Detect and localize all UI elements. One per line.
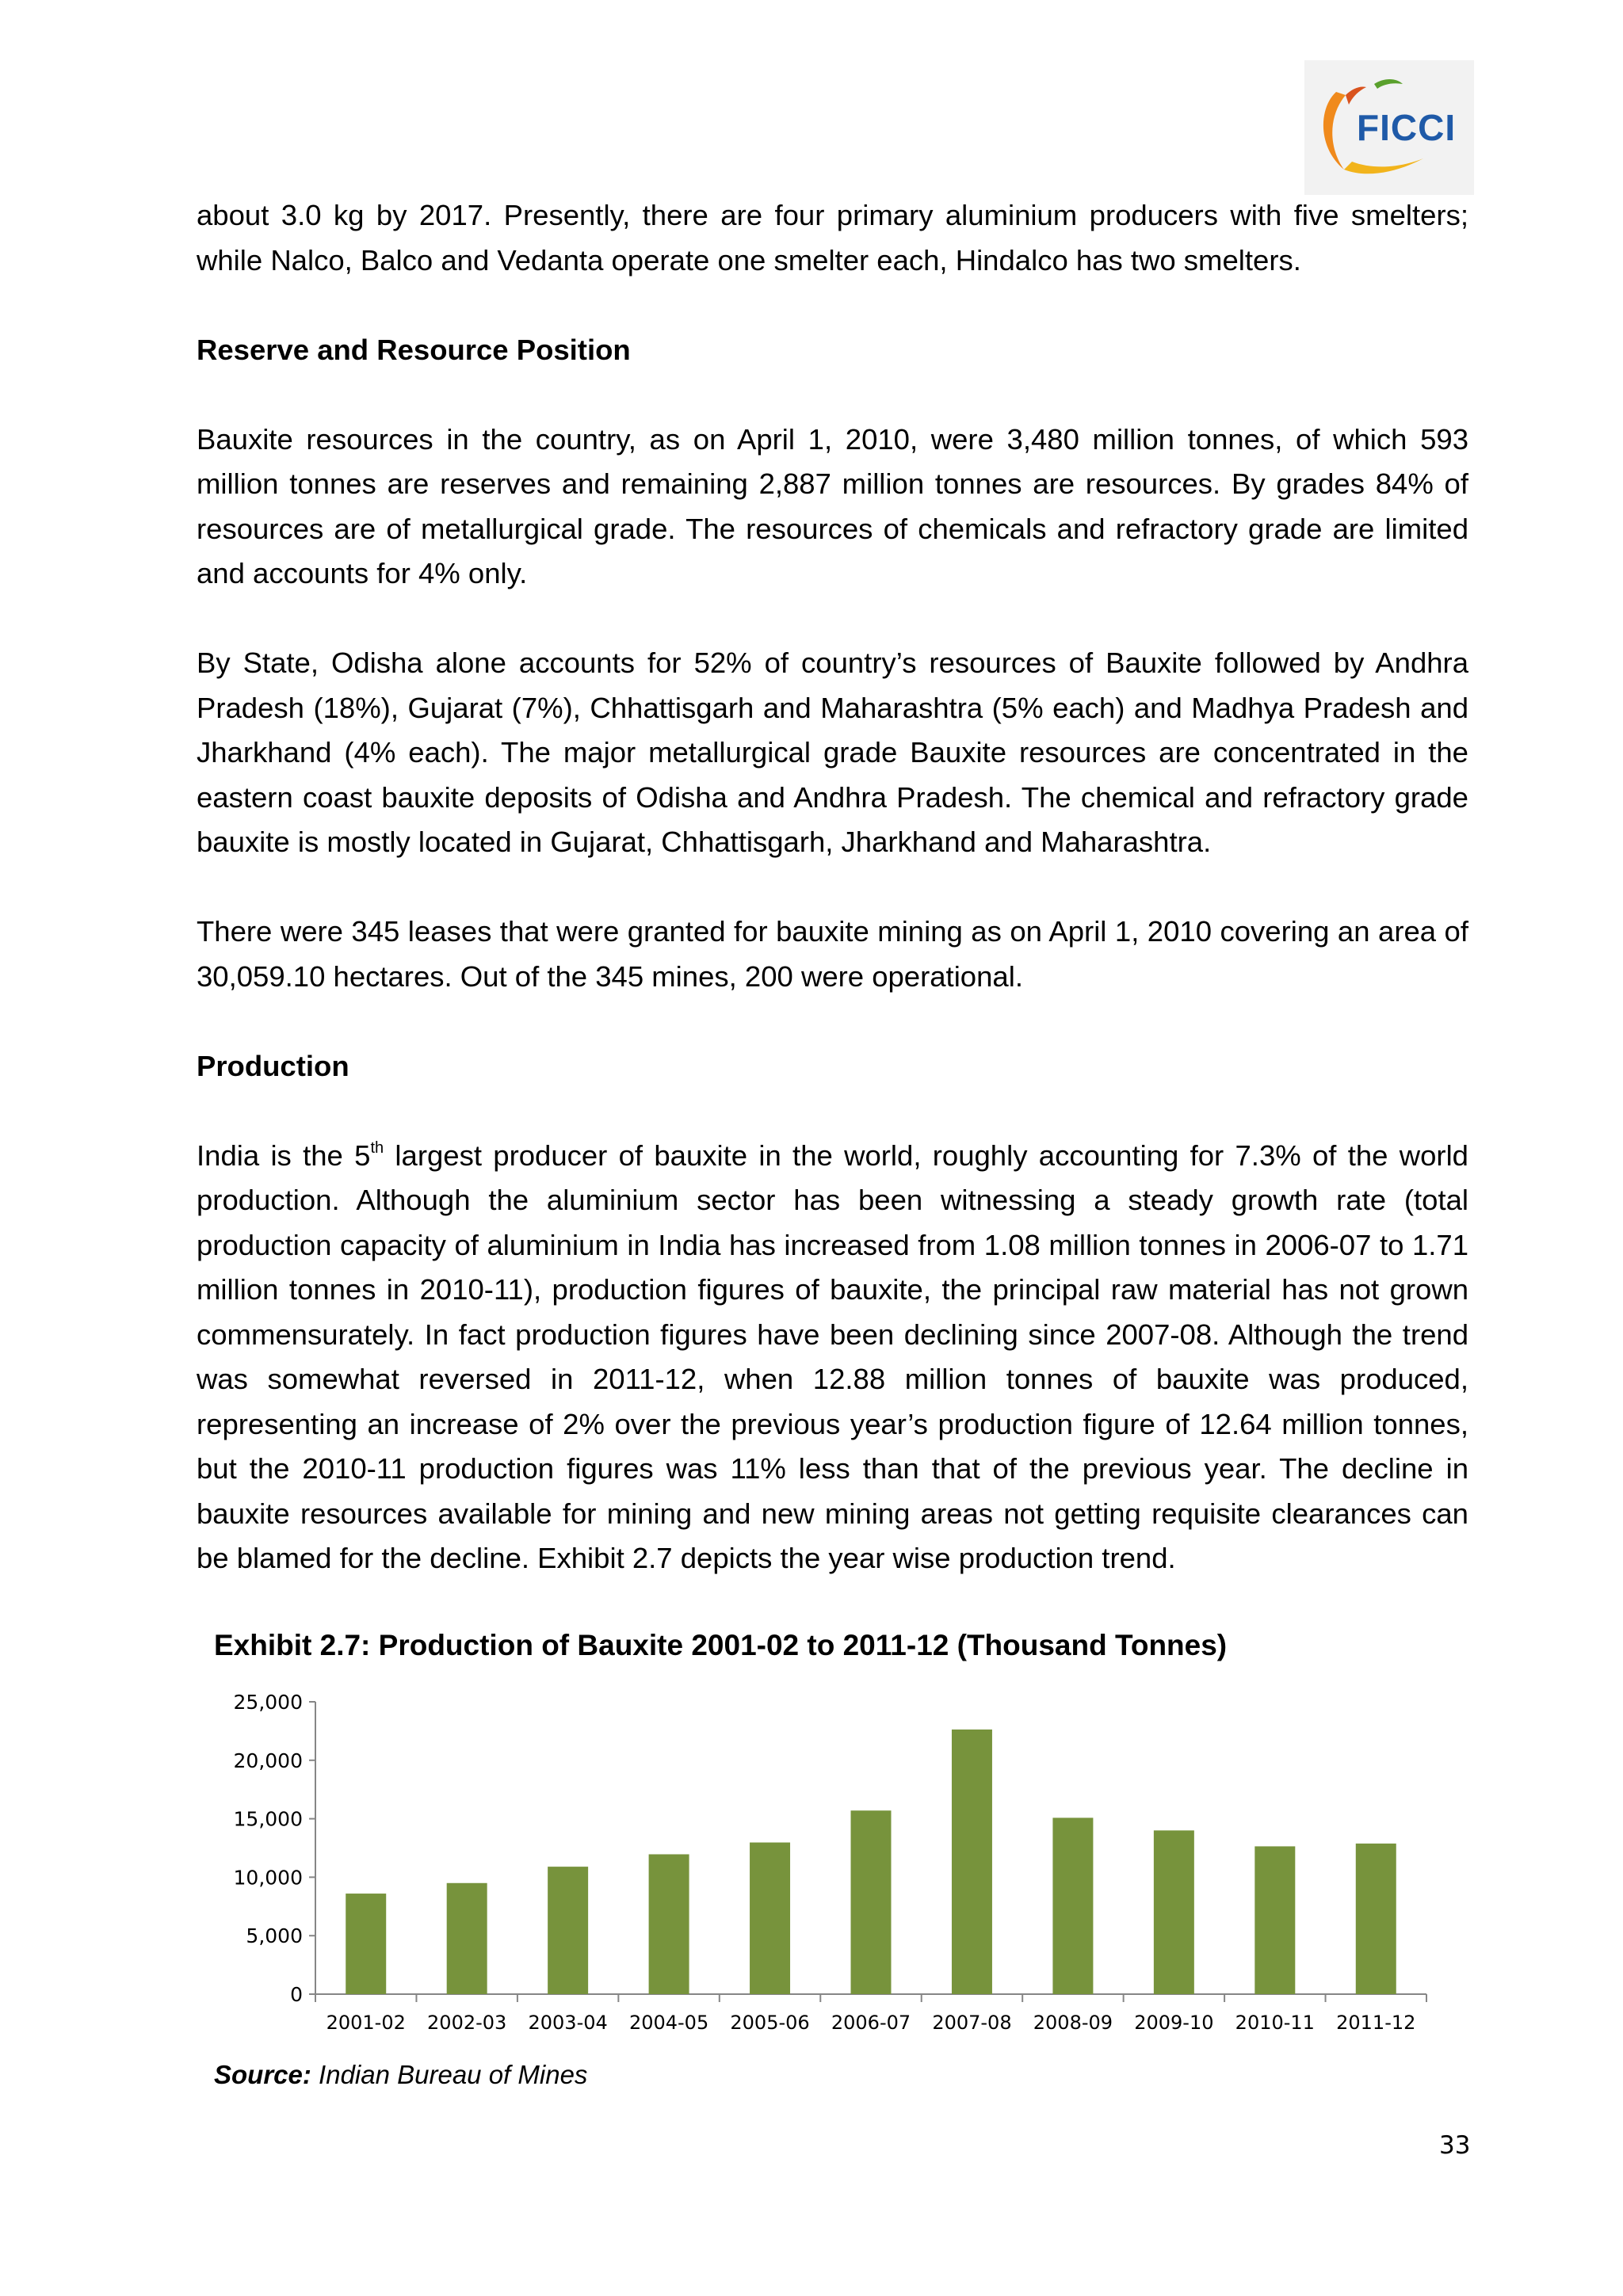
y-tick-label: 15,000 [233,1807,303,1831]
bar-2010-11 [1254,1846,1295,1994]
page-body [197,193,1468,1581]
bar-2002-03 [447,1883,487,1994]
heading-reserve: Reserve and Resource Position [197,333,631,366]
bar-2007-08 [952,1730,992,1994]
x-tick-label: 2001-02 [326,2012,406,2030]
x-tick-label: 2011-12 [1336,2012,1416,2030]
x-tick-label: 2008-09 [1033,2012,1113,2030]
paragraph-production [197,1134,1468,1581]
x-tick-label: 2005-06 [730,2012,810,2030]
paragraph-state-share: By State, Odisha alone accounts for 52% of country’s resources of Bauxite followed by Andhra Pradesh (18%), Gujarat (7%), Chhattisgarh and Maharashtra (5% each) and Madhya Pradesh and Jharkhand (4% each). The major metallurgical grade Bauxite resources are concentrated in the eastern coast bauxite deposits of Odisha and Andhra Pradesh. The chemical and refractory grade bauxite is mostly located in Gujarat, Chhattisgarh, Jharkhand and Maharashtra. [197,646,1468,858]
bar-2001-02 [346,1894,386,1994]
production-text-start: India is the 5 [197,1138,371,1172]
page-number: 33 [1439,2131,1471,2160]
ficci-logo [1304,60,1474,195]
x-tick-label: 2002-03 [427,2012,507,2030]
exhibit-title: Exhibit 2.7: Production of Bauxite 2001-02 to 2011-12 (Thousand Tonnes) [214,1629,1228,1661]
x-tick-label: 2010-11 [1235,2012,1315,2030]
production-text-rest: largest producer of bauxite in the world, roughly accounting for 7.3% of the world production. Although the aluminium sector has been witnessing a steady growth rate (total production capacity of aluminium in India has increased from 1.08 million tonnes in 2006-07 to 1.71 million tonnes in 2010-11), production figures of bauxite, the principal raw material has not grown commensurately. In fact production figures have been declining since 2007-08. Although the trend was somewhat reversed in 2011-12, when 12.88 million tonnes of bauxite was produced, representing an increase of 2% over the previous year’s production figure of 12.64 million tonnes, but the 2010-11 production figures was 11% less than that of the previous year. The decline in bauxite resources available for mining and new mining areas not getting requisite clearances can be blamed for the decline. Exhibit 2.7 depicts the year wise production trend. [197,1138,1468,1574]
y-tick-label: 20,000 [233,1749,303,1772]
bar-2005-06 [750,1843,790,1994]
bauxite-production-bar-chart [206,1673,1442,2030]
x-tick-label: 2009-10 [1134,2012,1214,2030]
source-label: Source: [214,2060,311,2089]
ficci-logo-text: FICCI [1357,107,1457,148]
y-tick-label: 10,000 [233,1866,303,1890]
source-note [214,2060,587,2090]
y-tick-label: 5,000 [246,1924,303,1948]
bar-2006-07 [851,1810,892,1994]
y-tick-label: 25,000 [233,1691,303,1714]
paragraph-leases: There were 345 leases that were granted for bauxite mining as on April 1, 2010 covering an area of 30,059.10 hectares. Out of the 345 mines, 200 were operational. [197,915,1468,993]
y-tick-label: 0 [290,1983,303,2006]
bar-2003-04 [548,1867,588,1994]
production-superscript: th [370,1138,384,1157]
x-tick-label: 2003-04 [528,2012,608,2030]
paragraph-bauxite-resources: Bauxite resources in the country, as on April 1, 2010, were 3,480 million tonnes, of which 593 million tonnes are reserves and remaining 2,887 million tonnes are resources. By grades 84% of resources are of metallurgical grade. The resources of chemicals and refractory grade are limited and accounts for 4% only. [197,422,1468,589]
bar-2008-09 [1052,1817,1093,1994]
source-text: Indian Bureau of Mines [311,2060,588,2089]
heading-production: Production [197,1049,349,1082]
bar-2011-12 [1356,1844,1396,1994]
x-tick-label: 2007-08 [932,2012,1012,2030]
bar-2004-05 [649,1854,689,1994]
x-tick-label: 2004-05 [628,2012,709,2030]
x-tick-label: 2006-07 [831,2012,911,2030]
paragraph-intro: about 3.0 kg by 2017. Presently, there are four primary aluminium producers with five smelters; while Nalco, Balco and Vedanta operate one smelter each, Hindalco has two smelters. [197,199,1468,277]
bar-2009-10 [1154,1830,1194,1994]
